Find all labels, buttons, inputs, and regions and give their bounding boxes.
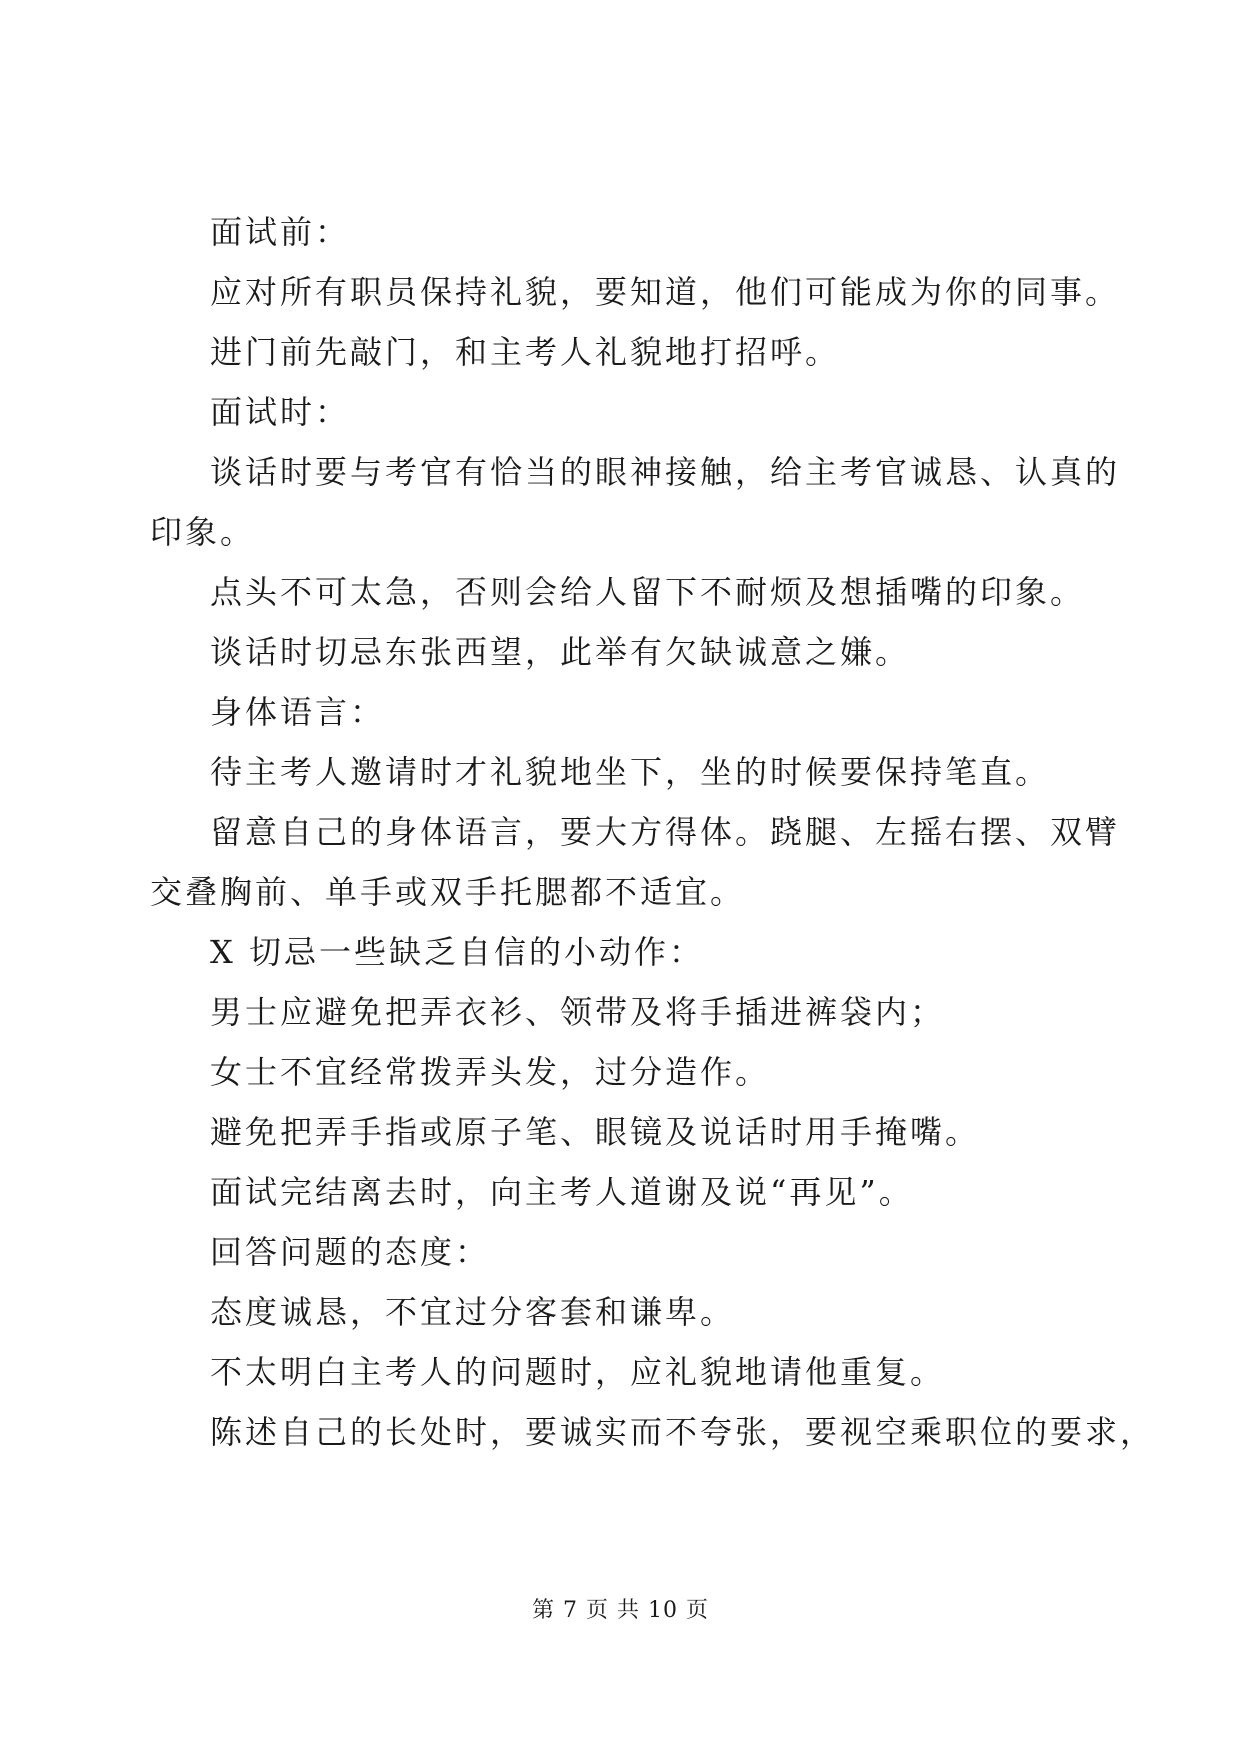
paragraph-line: 男士应避免把弄衣衫、领带及将手插进裤袋内； bbox=[210, 993, 946, 1031]
heading-during-interview: 面试时： bbox=[210, 393, 351, 431]
paragraph-line: 进门前先敲门，和主考人礼貌地打招呼。 bbox=[210, 333, 841, 371]
paragraph-line-continuation: 印象。 bbox=[150, 513, 256, 551]
paragraph-line: 留意自己的身体语言，要大方得体。跷腿、左摇右摆、双臂 bbox=[210, 813, 1121, 851]
paragraph-line: 避免把弄手指或原子笔、眼镜及说话时用手掩嘴。 bbox=[210, 1113, 981, 1151]
heading-before-interview: 面试前： bbox=[210, 213, 351, 251]
paragraph-line: 待主考人邀请时才礼貌地坐下，坐的时候要保持笔直。 bbox=[210, 753, 1051, 791]
paragraph-line: 谈话时切忌东张西望，此举有欠缺诚意之嫌。 bbox=[210, 633, 911, 671]
paragraph-line: 不太明白主考人的问题时，应礼貌地请他重复。 bbox=[210, 1353, 946, 1391]
heading-body-language: 身体语言： bbox=[210, 693, 386, 731]
paragraph-line: 点头不可太急，否则会给人留下不耐烦及想插嘴的印象。 bbox=[210, 573, 1086, 611]
paragraph-line: 态度诚恳，不宜过分客套和谦卑。 bbox=[210, 1293, 736, 1331]
paragraph-line: 女士不宜经常拨弄头发，过分造作。 bbox=[210, 1053, 771, 1091]
heading-answer-attitude: 回答问题的态度： bbox=[210, 1233, 491, 1271]
paragraph-line: 陈述自己的长处时，要诚实而不夸张，要视空乘职位的要求， bbox=[210, 1413, 1156, 1451]
paragraph-line-continuation: 交叠胸前、单手或双手托腮都不适宜。 bbox=[150, 873, 746, 911]
paragraph-line: 面试完结离去时，向主考人道谢及说“再见”。 bbox=[210, 1173, 914, 1211]
paragraph-line: 谈话时要与考官有恰当的眼神接触，给主考官诚恳、认真的 bbox=[210, 453, 1121, 491]
page-number-footer: 第 7 页 共 10 页 bbox=[532, 1598, 709, 1623]
heading-avoid-gestures: X 切忌一些缺乏自信的小动作： bbox=[210, 933, 704, 971]
paragraph-line: 应对所有职员保持礼貌，要知道，他们可能成为你的同事。 bbox=[210, 273, 1121, 311]
